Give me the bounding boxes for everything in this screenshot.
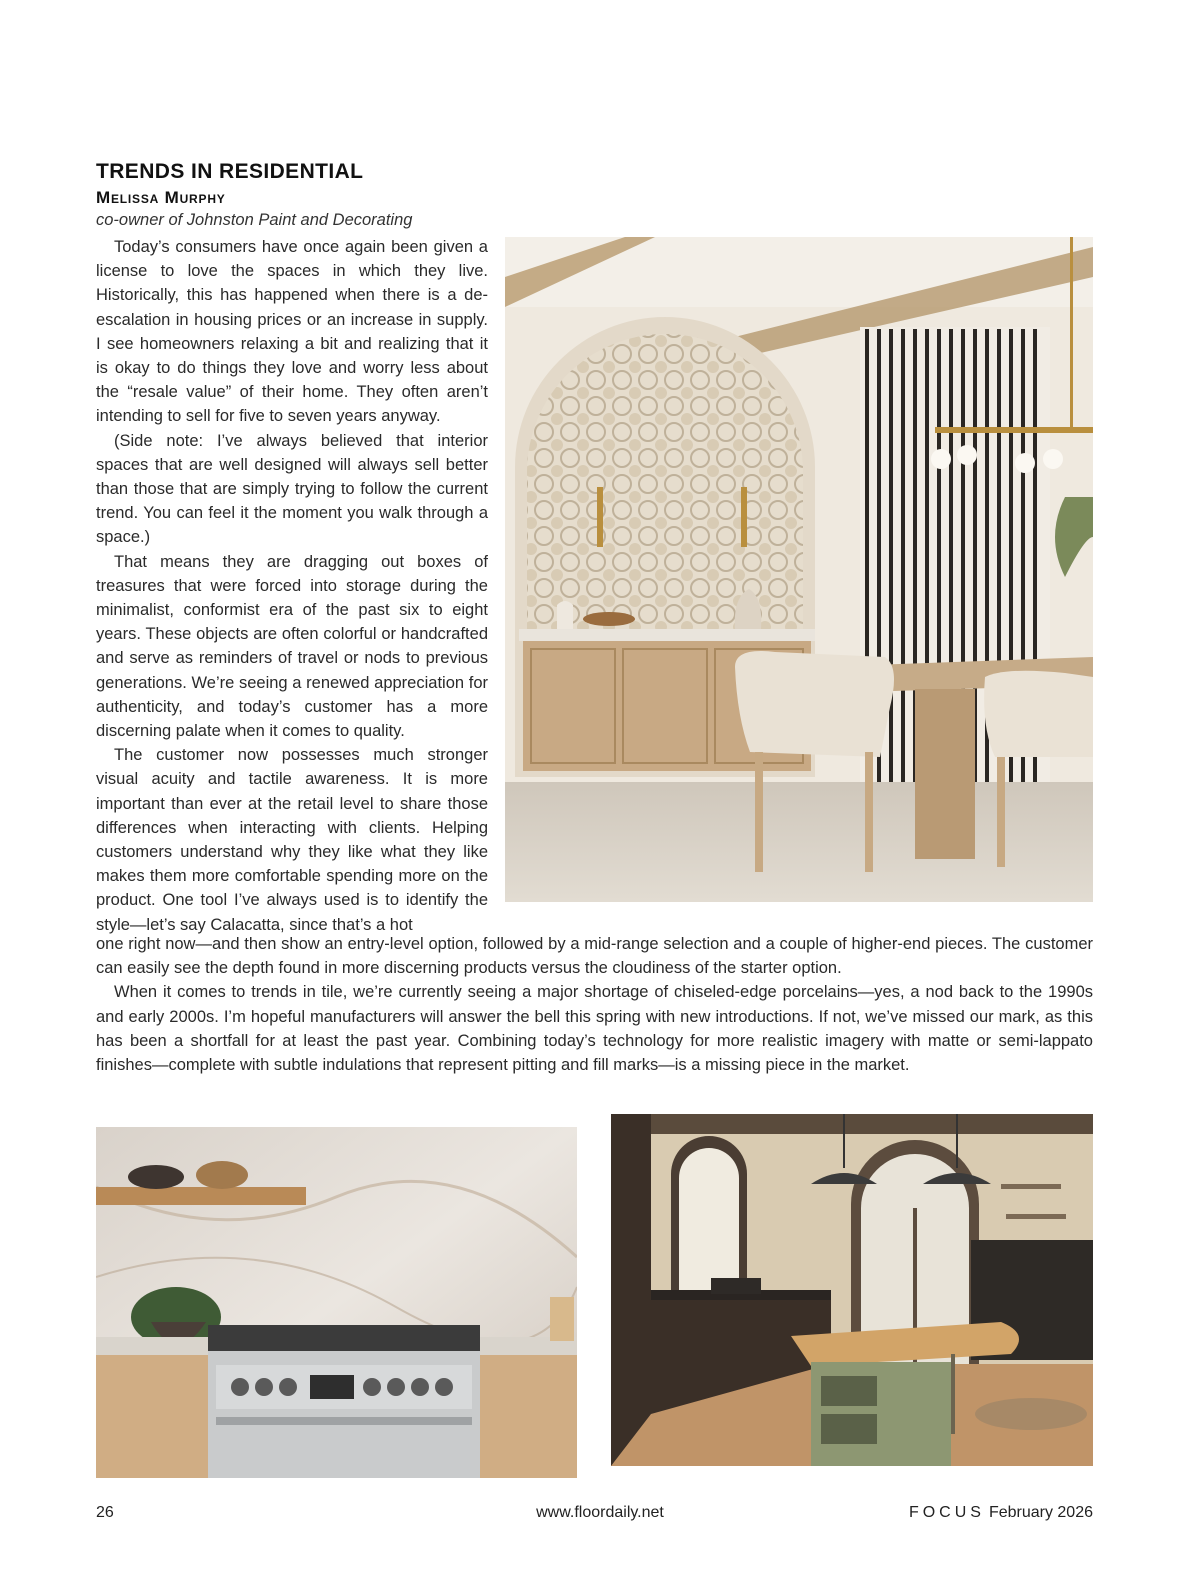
article-full-width-text — [96, 932, 1093, 1077]
dining-room-illustration — [505, 237, 1093, 902]
paragraph: When it comes to trends in tile, we’re currently seeing a major shortage of chiseled-edge porcelains—yes, a nod back to the 1990s and early 2000s. I’m hopeful manufacturers will answer the bell this spring with new introductions. If not, we’ve missed our mark, as this has been a shortfall for at least the past year. Combining today’s technology for more realistic imagery with matte or semi-lappato finishes—complete with subtle indulations that represent pitting and fill marks—is a missing piece in the market. — [96, 983, 1093, 1075]
kitchen-range-illustration — [96, 1127, 577, 1478]
kitchen-island-photo — [611, 1114, 1093, 1466]
paragraph: one right now—and then show an entry-level option, followed by a mid-range selection and a couple of higher-end pieces. The customer can easily see the depth found in more discerning products versus the cloudiness of the starter option. — [96, 935, 1093, 978]
paragraph: (Side note: I’ve always believed that interior spaces that are well designed will always sell better than those that are simply trying to follow the current trend. You can feel it the moment you walk through a space.) — [96, 431, 488, 547]
paragraph: The customer now possesses much stronger visual acuity and tactile awareness. It is more important than ever at the retail level to share those differences when interacting with clients. Helping customers understand why they like what they like makes them more comfortable spending more on the product. One tool I’ve always used is to identify the style—let’s say Calacatta, since that’s a hot — [96, 746, 488, 934]
paragraph: Today’s consumers have once again been given a license to love the spaces in which they live. Historically, this has happened when there is a de-escalation in housing prices or an increase in supply. I see homeowners relaxing a bit and realizing that it is okay to do things they love and worry less about the “resale value” of their home. They often aren’t intending to sell for five to seven years anyway. — [96, 238, 488, 426]
dining-room-photo — [505, 237, 1093, 902]
kitchen-island-illustration — [611, 1114, 1093, 1466]
article-column-text — [96, 235, 488, 937]
kitchen-range-photo — [96, 1127, 577, 1478]
author-name: Melissa Murphy — [96, 188, 226, 207]
issue-date: February 2026 — [988, 1504, 1093, 1521]
magazine-name: FOCUS — [908, 1504, 985, 1521]
footer-url-text: www.floordaily.net — [536, 1504, 664, 1521]
section-title: TRENDS IN RESIDENTIAL — [96, 160, 364, 183]
author-role: co-owner of Johnston Paint and Decorating — [96, 211, 413, 229]
page-number: 26 — [96, 1504, 114, 1521]
paragraph: That means they are dragging out boxes of treasures that were forced into storage during the minimalist, conformist era of the past six to eight years. These objects are often colorful or handcrafted and serve as reminders of travel or nods to previous generations. We’re seeing a renewed appreciation for authenticity, and today’s customer has a more discerning palate when it comes to quality. — [96, 552, 488, 741]
magazine-issue — [909, 1504, 1093, 1522]
